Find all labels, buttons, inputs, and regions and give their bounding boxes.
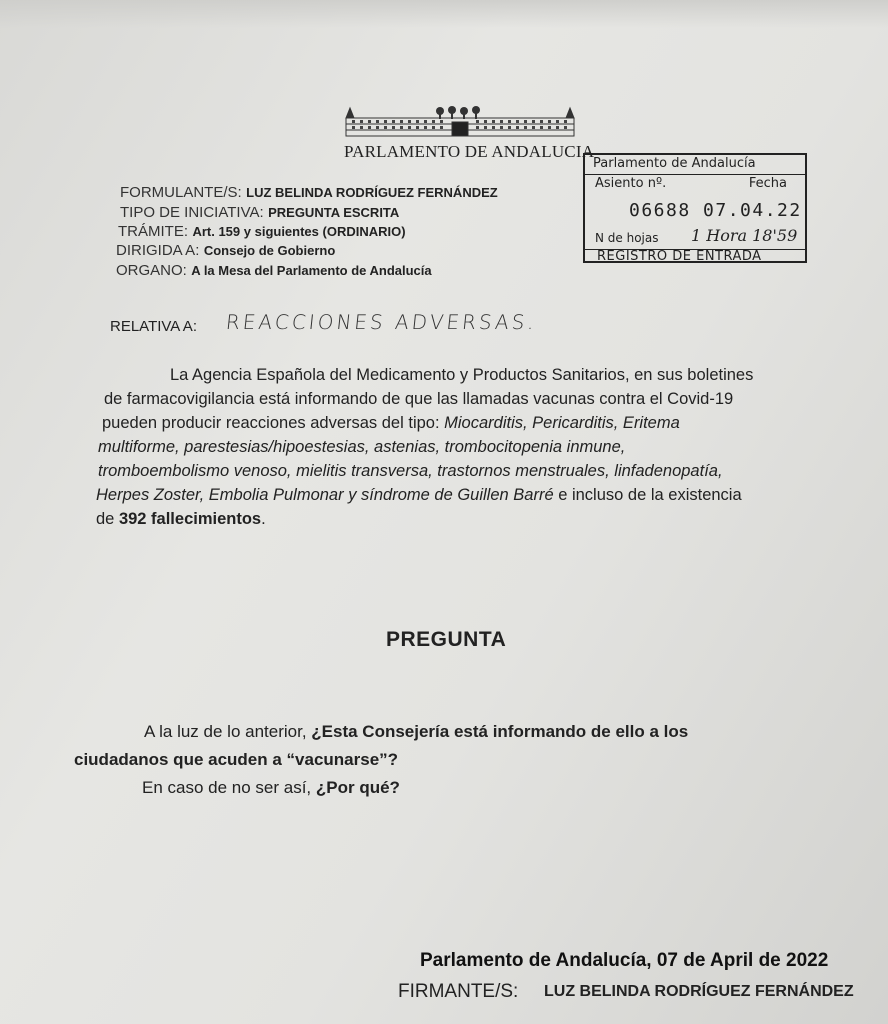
body-text: e incluso de la existencia <box>553 486 742 504</box>
question-bold: ¿Por qué? <box>315 778 400 797</box>
page-shadow <box>0 0 888 28</box>
registry-stamp <box>583 153 807 263</box>
pregunta-heading: PREGUNTA <box>386 628 507 651</box>
stamp-asiento-label: Asiento nº. <box>595 176 667 191</box>
body-text: . <box>261 510 266 528</box>
body-line-4 <box>98 438 625 457</box>
tipo-label: TIPO DE INICIATIVA: <box>120 204 264 221</box>
organo-label: ORGANO: <box>116 262 187 279</box>
dirigida-row <box>116 242 335 260</box>
question-bold: ciudadanos que acuden a “vacunarse”? <box>74 750 399 769</box>
parliament-building-logo <box>340 104 580 144</box>
question-line-3 <box>142 778 400 798</box>
organo-value: A la Mesa del Parlamento de Andalucía <box>191 263 432 278</box>
tramite-value: Art. 159 y siguientes (ORDINARIO) <box>192 224 406 239</box>
body-line-1: La Agencia Española del Medicamento y Productos Sanitarios, en sus boletines <box>170 366 754 384</box>
question-bold: ¿Esta Consejería está informando de ello a los <box>311 722 689 741</box>
body-text: de <box>96 510 119 528</box>
stamp-handwritten-hour: 1 Hora 18'59 <box>691 226 798 245</box>
stamp-hojas-label: N de hojas <box>595 231 659 245</box>
formulante-label: FORMULANTE/S: <box>120 184 242 201</box>
stamp-date: 07.04.22 <box>703 200 802 221</box>
body-italic: tromboembolismo venoso, mielitis transversa, trastornos menstruales, linfadenopatía, <box>98 462 723 480</box>
body-line-2: de farmacovigilancia está informando de que las llamadas vacunas contra el Covid-19 <box>104 390 734 408</box>
question-text: A la luz de lo anterior, <box>144 722 312 741</box>
body-line-6 <box>96 486 742 505</box>
tipo-value: PREGUNTA ESCRITA <box>268 205 400 220</box>
formulante-value: LUZ BELINDA RODRÍGUEZ FERNÁNDEZ <box>246 185 498 200</box>
formulante-row <box>120 184 498 202</box>
body-line-5 <box>98 462 723 481</box>
institution-name: PARLAMENTO DE ANDALUCIA <box>344 142 595 161</box>
body-italic: multiforme, parestesias/hipoestesias, astenias, trombocitopenia inmune, <box>98 438 626 456</box>
relativa-label: RELATIVA A: <box>110 318 197 335</box>
question-text: En caso de no ser así, <box>142 778 316 797</box>
body-italic: Miocarditis, Pericarditis, Eritema <box>444 414 680 432</box>
body-text: pueden producir reacciones adversas del tipo: <box>102 414 445 432</box>
relativa-handwritten: REACCIONES ADVERSAS. <box>224 310 539 334</box>
stamp-fecha-label: Fecha <box>748 176 787 191</box>
body-bold: 392 fallecimientos <box>118 510 262 528</box>
question-line-1 <box>144 722 688 742</box>
stamp-number: 06688 <box>629 200 691 221</box>
body-italic: Herpes Zoster, Embolia Pulmonar y síndrome de Guillen Barré <box>96 486 554 504</box>
stamp-divider <box>585 174 805 175</box>
organo-row <box>116 262 432 280</box>
question-line-2 <box>74 750 398 770</box>
tramite-label: TRÁMITE: <box>118 223 188 240</box>
dirigida-label: DIRIGIDA A: <box>116 242 200 259</box>
firmante-label: FIRMANTE/S: <box>398 981 519 1002</box>
stamp-registro: REGISTRO DE ENTRADA <box>597 249 762 264</box>
stamp-title: Parlamento de Andalucía <box>593 156 756 171</box>
tipo-row <box>120 204 399 222</box>
tramite-row <box>118 223 406 241</box>
dirigida-value: Consejo de Gobierno <box>203 243 336 258</box>
body-line-3 <box>102 414 680 433</box>
place-date: Parlamento de Andalucía, 07 de April de 2022 <box>420 950 829 971</box>
body-line-7 <box>96 510 266 529</box>
firmante-name: LUZ BELINDA RODRÍGUEZ FERNÁNDEZ <box>544 983 854 1000</box>
stamp-number-date <box>629 200 805 221</box>
